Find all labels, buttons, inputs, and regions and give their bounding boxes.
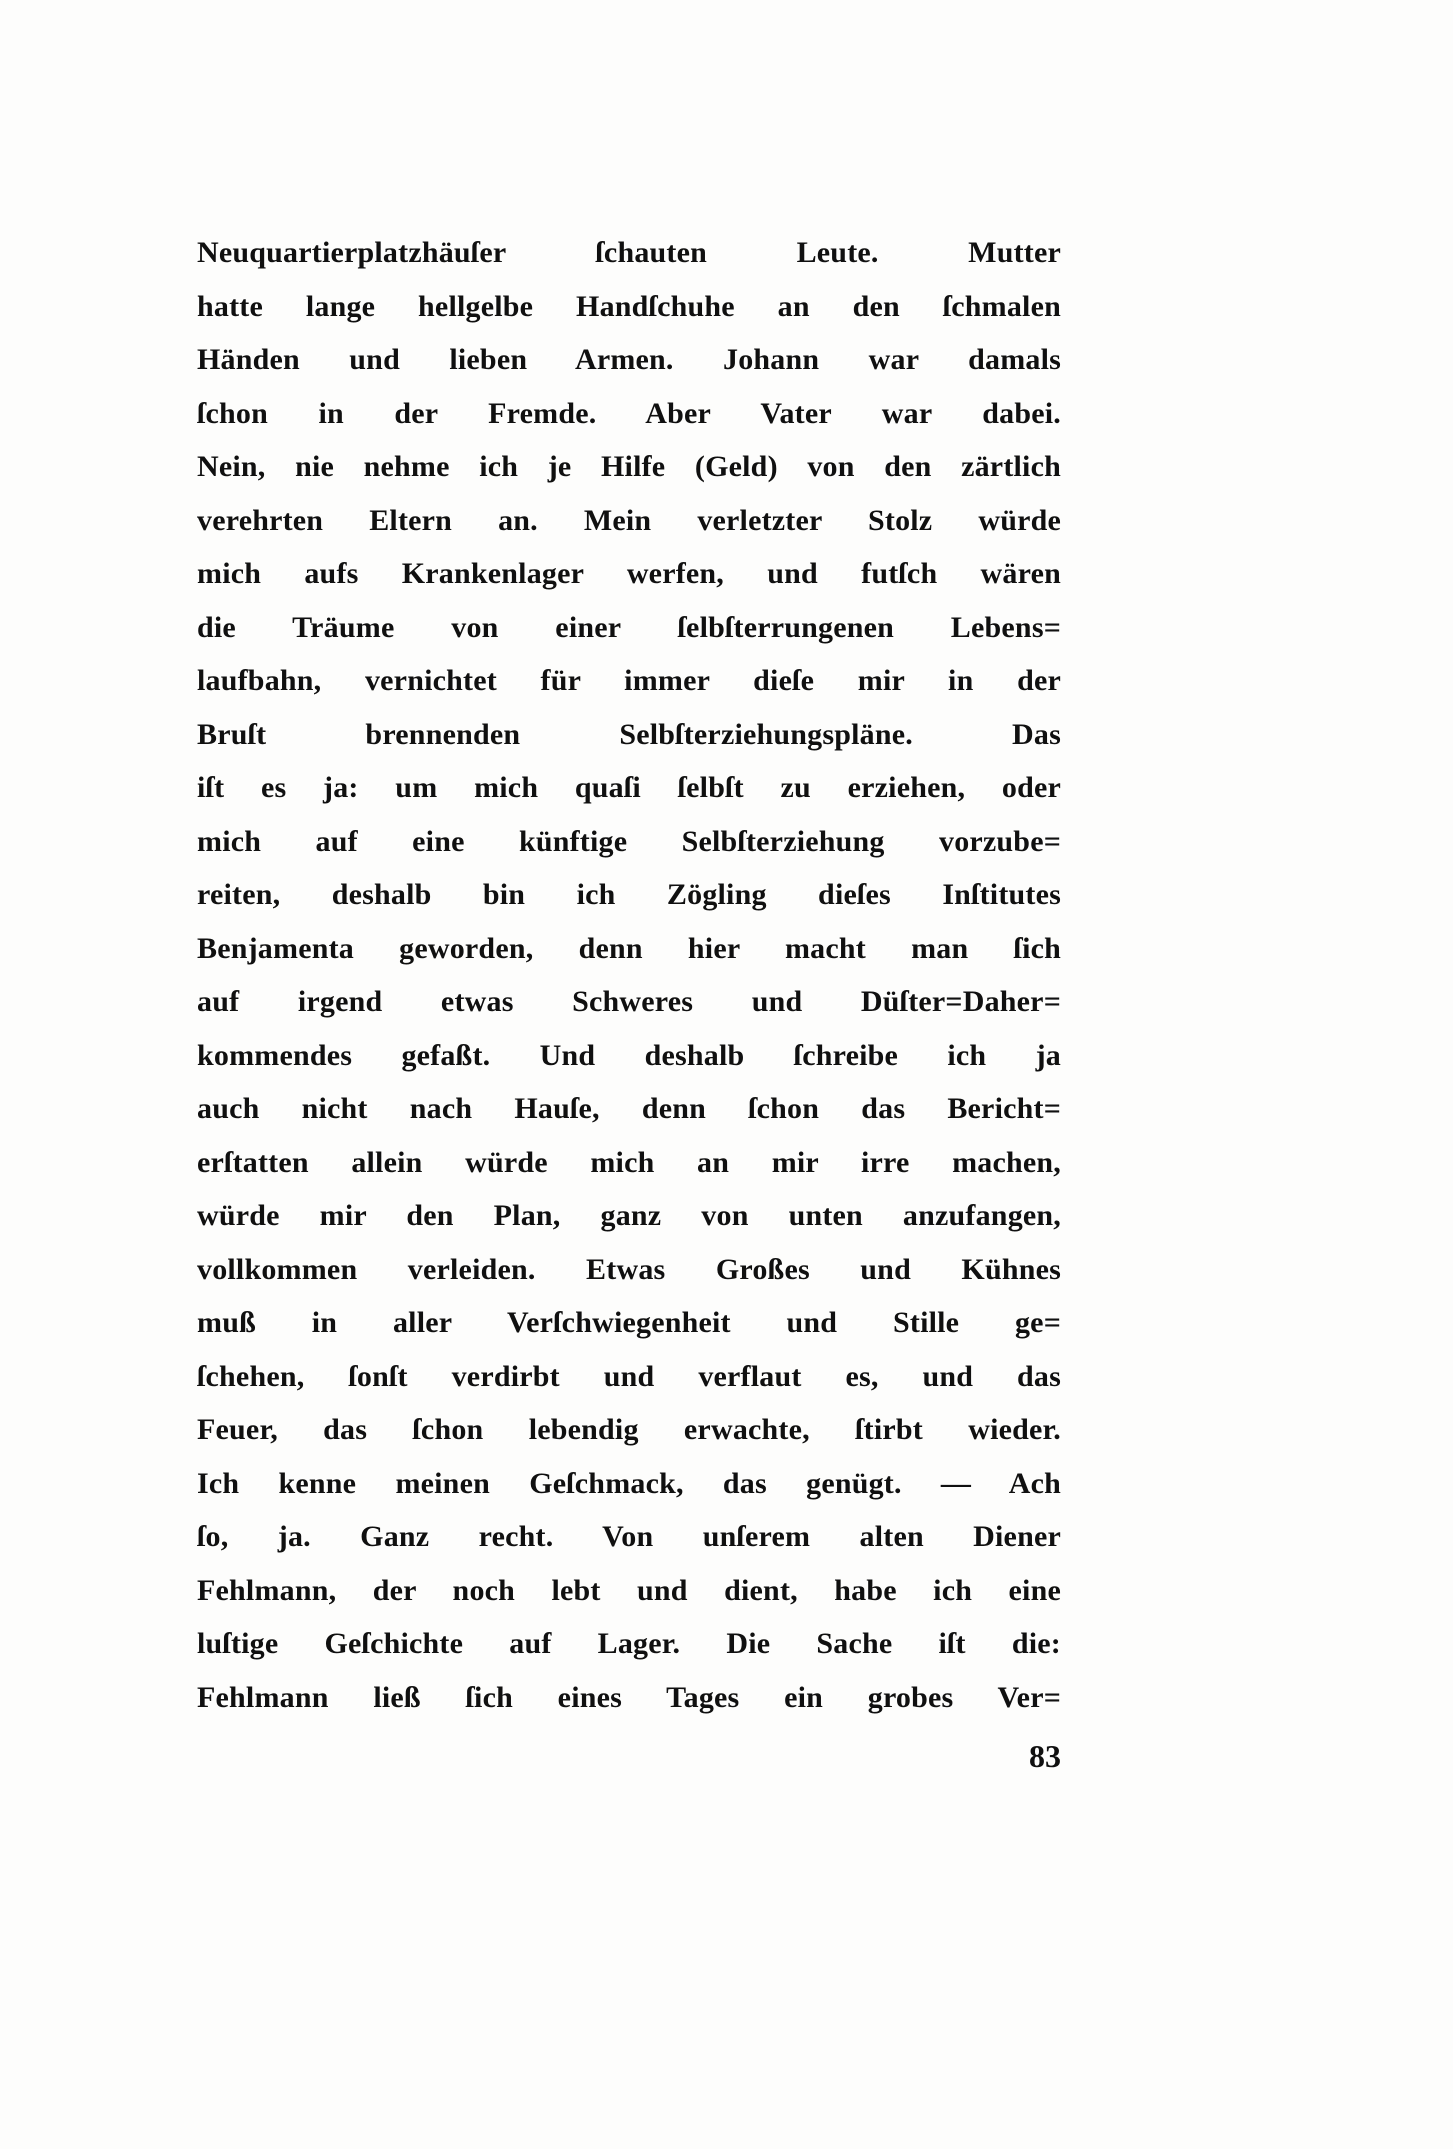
text-line: reiten, deshalb bin ich Zögling dieſes Inſtitutes — [197, 878, 1061, 911]
text-line: Händen und lieben Armen. Johann war damals — [197, 343, 1061, 376]
text-line: ſo, ja. Ganz recht. Von unſerem alten Diener — [197, 1520, 1061, 1553]
text-line: Fehlmann ließ ſich eines Tages ein grobes Ver= — [197, 1680, 1061, 1714]
text-line: auf irgend etwas Schweres und Düſter=Daher= — [197, 985, 1061, 1018]
text-line: erſtatten allein würde mich an mir irre machen, — [197, 1145, 1061, 1179]
text-line: würde mir den Plan, ganz von unten anzufangen, — [197, 1199, 1061, 1232]
text-block — [197, 226, 1061, 1724]
text-line: auch nicht nach Hauſe, denn ſchon das Bericht= — [197, 1092, 1061, 1125]
text-line: kommendes gefaßt. Und deshalb ſchreibe ich ja — [197, 1038, 1061, 1072]
text-line: Neuquartierplatzhäuſer ſchauten Leute. Mutter — [197, 236, 1061, 269]
text-line: muß in aller Verſchwiegenheit und Stille ge= — [197, 1306, 1061, 1339]
text-line: laufbahn, vernichtet für immer dieſe mir in der — [197, 664, 1061, 697]
page-number: 83 — [1029, 1738, 1061, 1774]
text-line: Feuer, das ſchon lebendig erwachte, ſtirbt wieder. — [197, 1413, 1061, 1446]
text-line: Nein, nie nehme ich je Hilfe (Geld) von den zärtlich — [197, 450, 1061, 483]
text-line: ſchehen, ſonſt verdirbt und verflaut es, und das — [197, 1359, 1061, 1393]
text-line: Ich kenne meinen Geſchmack, das genügt. — Ach — [197, 1466, 1061, 1500]
text-line: Fehlmann, der noch lebt und dient, habe ich eine — [197, 1573, 1061, 1607]
text-line: Bruſt brennenden Selbſterziehungspläne. Das — [197, 717, 1061, 751]
text-line: iſt es ja: um mich quaſi ſelbſt zu erziehen, oder — [197, 771, 1061, 804]
text-line: verehrten Eltern an. Mein verletzter Stolz würde — [197, 503, 1061, 537]
text-line: vollkommen verleiden. Etwas Großes und Kühnes — [197, 1252, 1061, 1286]
text-line: luſtige Geſchichte auf Lager. Die Sache iſt die: — [197, 1627, 1061, 1660]
text-line: Benjamenta geworden, denn hier macht man ſich — [197, 931, 1061, 965]
text-line: mich aufs Krankenlager werfen, und futſch wären — [197, 557, 1061, 590]
text-line: hatte lange hellgelbe Handſchuhe an den ſchmalen — [197, 289, 1061, 323]
text-line: mich auf eine künftige Selbſterziehung vorzube= — [197, 824, 1061, 858]
text-line: die Träume von einer ſelbſterrungenen Lebens= — [197, 610, 1061, 644]
text-line: ſchon in der Fremde. Aber Vater war dabei. — [197, 396, 1061, 430]
